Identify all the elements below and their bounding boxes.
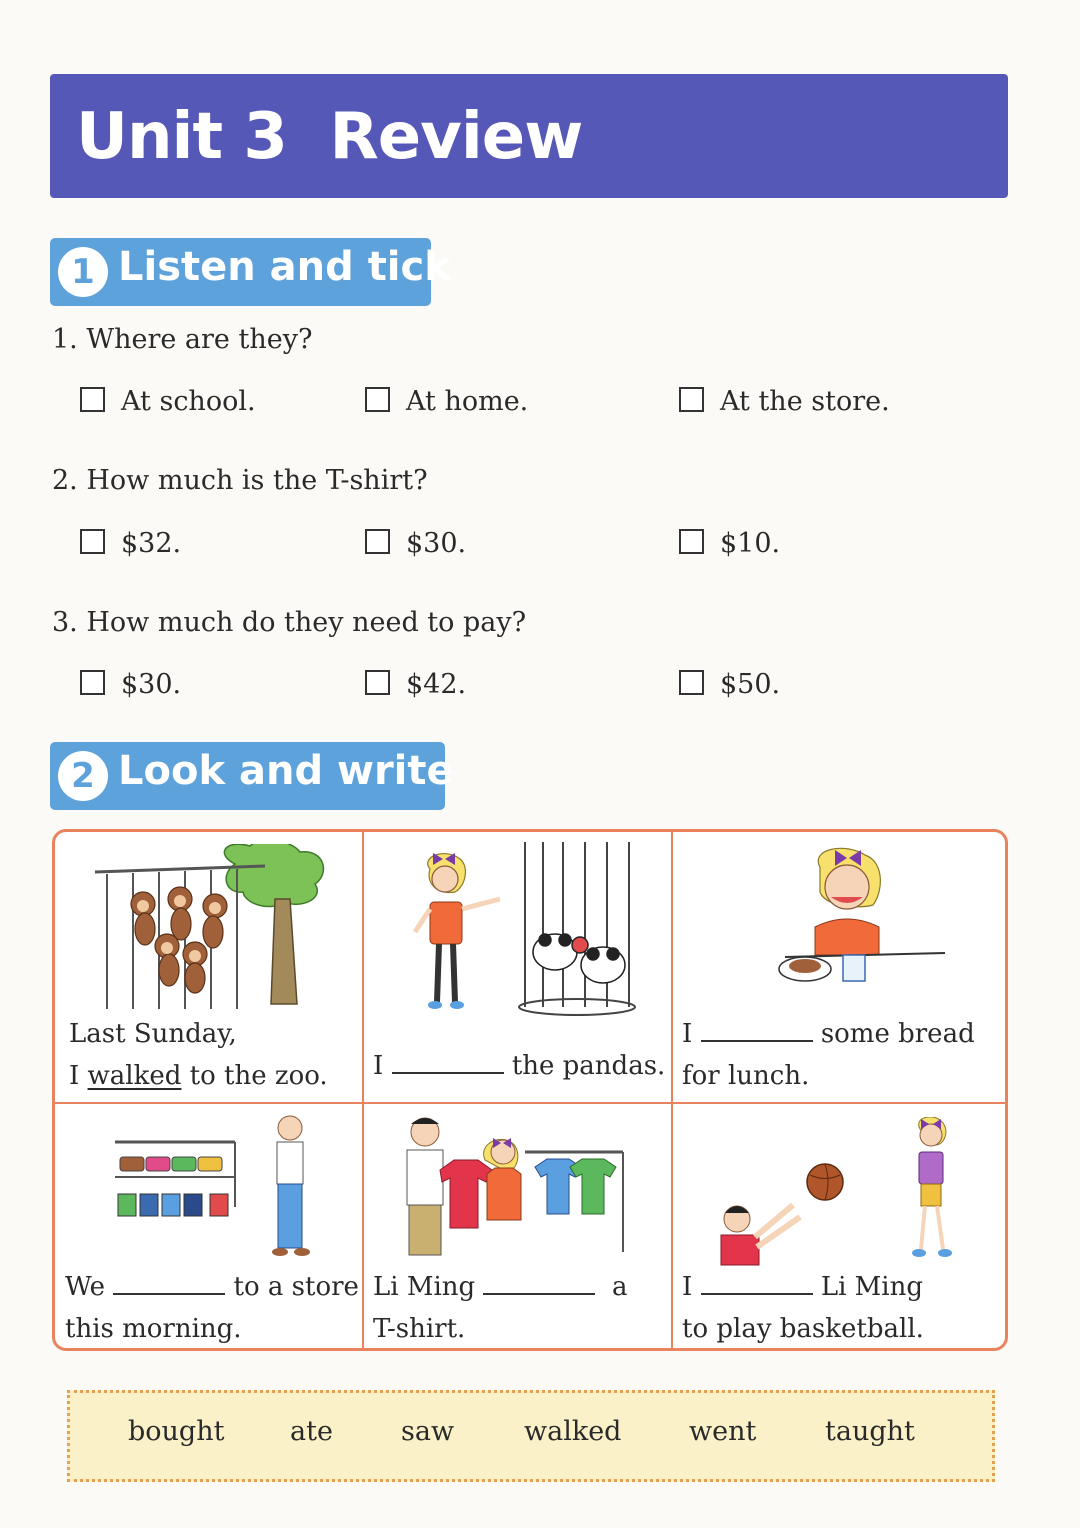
- checkbox[interactable]: [365, 529, 390, 554]
- answer-blank-2[interactable]: [392, 1050, 504, 1074]
- word-bank-item: walked: [524, 1416, 622, 1447]
- answer-blank-6[interactable]: [701, 1271, 813, 1295]
- word-bank-item: saw: [401, 1416, 455, 1447]
- cell-4-line-1: We to a store: [65, 1272, 359, 1302]
- checkbox[interactable]: [365, 670, 390, 695]
- cell-2-sentence: I the pandas.: [373, 1051, 666, 1081]
- cell-1-line-1: Last Sunday,: [69, 1019, 237, 1049]
- option-1b[interactable]: At home.: [365, 386, 528, 417]
- answer-blank-4[interactable]: [113, 1271, 225, 1295]
- lunch-picture: [765, 847, 955, 1007]
- checkbox[interactable]: [80, 529, 105, 554]
- tshirt-picture: [395, 1112, 645, 1272]
- store-picture: [110, 1112, 350, 1272]
- answer-blank-3[interactable]: [701, 1018, 813, 1042]
- section-1-title: Listen and tick: [118, 244, 451, 290]
- cell-6-line-1: I Li Ming: [682, 1272, 923, 1302]
- unit-title: Unit 3 Review: [76, 100, 583, 174]
- word-bank-item: went: [689, 1416, 757, 1447]
- cell-3-line-2: for lunch.: [682, 1061, 810, 1091]
- word-bank-item: taught: [825, 1416, 915, 1447]
- option-2b[interactable]: $30.: [365, 528, 466, 559]
- checkbox[interactable]: [80, 387, 105, 412]
- word-bank-item: bought: [128, 1416, 225, 1447]
- cell-1-line-2: I walked to the zoo.: [69, 1061, 328, 1091]
- question-2: 2. How much is the T-shirt?: [52, 465, 428, 496]
- checkbox[interactable]: [679, 387, 704, 412]
- basketball-picture: [695, 1117, 995, 1277]
- pandas-picture: [385, 837, 645, 1037]
- section-1-number: 1: [58, 247, 108, 297]
- picture-grid: [52, 829, 1008, 1351]
- word-bank-item: ate: [290, 1416, 333, 1447]
- checkbox[interactable]: [365, 387, 390, 412]
- checkbox[interactable]: [679, 670, 704, 695]
- cell-6-line-2: to play basketball.: [682, 1314, 924, 1344]
- option-1a[interactable]: At school.: [80, 386, 256, 417]
- monkeys-picture: [85, 844, 325, 1014]
- option-1c[interactable]: At the store.: [679, 386, 890, 417]
- cell-4-line-2: this morning.: [65, 1314, 242, 1344]
- option-3b[interactable]: $42.: [365, 669, 466, 700]
- checkbox[interactable]: [80, 670, 105, 695]
- answer-blank-5[interactable]: [483, 1271, 595, 1295]
- option-3a[interactable]: $30.: [80, 669, 181, 700]
- cell-5-line-2: T-shirt.: [373, 1314, 466, 1344]
- question-3: 3. How much do they need to pay?: [52, 607, 527, 638]
- question-1: 1. Where are they?: [52, 324, 313, 355]
- cell-5-line-1: Li Ming a: [373, 1272, 628, 1302]
- section-2-number: 2: [58, 751, 108, 801]
- section-2-title: Look and write: [118, 748, 454, 794]
- checkbox[interactable]: [679, 529, 704, 554]
- cell-3-line-1: I some bread: [682, 1019, 975, 1049]
- option-2a[interactable]: $32.: [80, 528, 181, 559]
- option-2c[interactable]: $10.: [679, 528, 780, 559]
- example-answer: walked: [87, 1061, 182, 1091]
- option-3c[interactable]: $50.: [679, 669, 780, 700]
